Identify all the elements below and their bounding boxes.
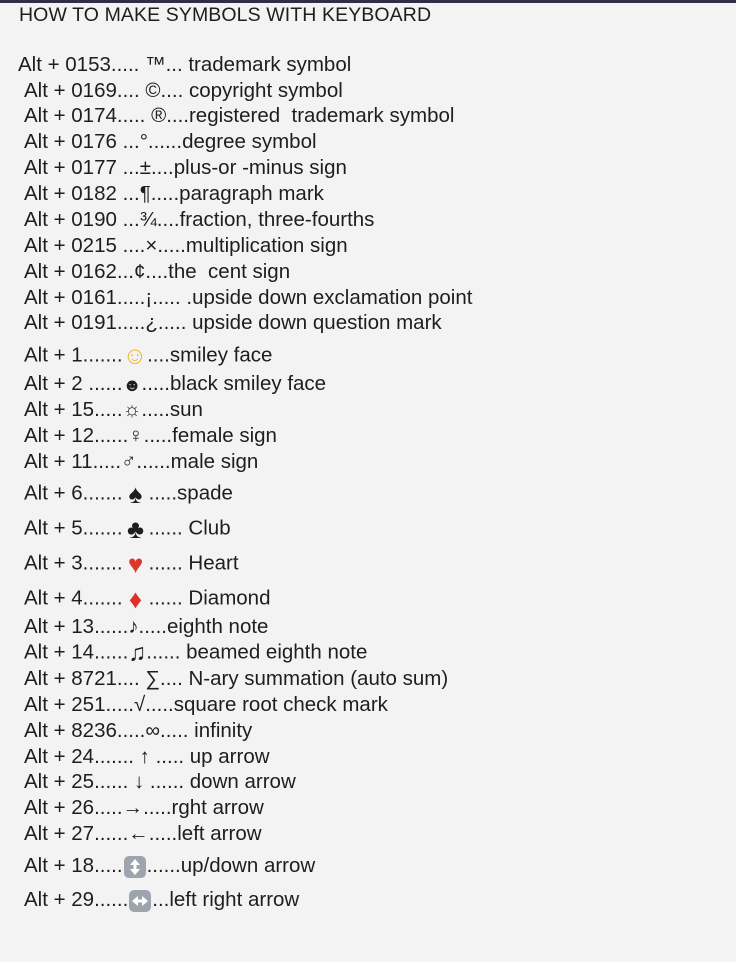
list-item-male (24, 450, 258, 474)
alt-code: Alt + 3....... (24, 551, 123, 575)
symbol-description: ....the cent sign (145, 260, 291, 283)
right-arrow-icon: → (122, 796, 144, 820)
alt-code: Alt + 0169.... (24, 79, 146, 102)
list-item-degree (24, 130, 317, 154)
symbol-description: .....sun (141, 398, 203, 421)
list-item-beamed-note (24, 641, 367, 666)
list-item-square-root (24, 693, 388, 717)
infinity-symbol: ∞ (145, 719, 160, 743)
alt-code: Alt + 1....... (24, 343, 123, 367)
alt-code: Alt + 24....... (24, 745, 140, 768)
list-item-smiley (24, 344, 272, 369)
symbol-description: ...... Club (148, 516, 231, 540)
female-sign-icon: ♀ (128, 424, 144, 448)
list-item-copyright (24, 79, 343, 103)
symbol-description: ...... Heart (148, 551, 239, 575)
alt-code: Alt + 0177 ... (24, 156, 140, 179)
list-item-left-right-arrow (24, 888, 299, 912)
symbol-description: .....multiplication sign (157, 234, 348, 257)
symbol-description: .... copyright symbol (160, 79, 343, 102)
symbol-description: ......up/down arrow (146, 854, 316, 877)
registered-symbol: ® (151, 104, 167, 128)
list-item-right-arrow (24, 796, 264, 820)
list-item-female (24, 424, 277, 448)
alt-code: Alt + 0182 ... (24, 182, 140, 205)
inverted-exclamation-symbol: ¡ (145, 286, 153, 310)
alt-code: Alt + 0215 .... (24, 234, 146, 257)
symbol-description: ....plus-or -minus sign (150, 156, 347, 179)
symbol-description: ..... up arrow (149, 745, 270, 768)
male-sign-icon: ♂ (121, 450, 137, 474)
symbol-description: ...... down arrow (144, 770, 296, 793)
up-arrow-icon: ↑ (139, 745, 150, 769)
alt-code: Alt + 26..... (24, 796, 123, 819)
symbol-description: ......degree symbol (147, 130, 317, 153)
alt-code: Alt + 8236..... (24, 719, 146, 742)
symbol-description: ....smiley face (147, 343, 273, 367)
alt-code: Alt + 4....... (24, 586, 123, 610)
square-root-symbol: √ (133, 693, 146, 717)
heart-icon: ♥ (127, 549, 144, 579)
cent-symbol: ¢ (133, 260, 146, 284)
three-fourths-symbol: ¾ (139, 208, 157, 232)
symbol-description: ... trademark symbol (165, 53, 352, 76)
beamed-note-icon: ♫ (128, 639, 147, 667)
symbol-description: ..... upside down question mark (157, 311, 442, 334)
copyright-symbol: © (145, 79, 161, 103)
symbol-description: .....spade (148, 481, 233, 505)
symbol-description: ......male sign (136, 450, 259, 473)
symbol-description: ..... infinity (160, 719, 253, 742)
list-item-multiplication (24, 234, 348, 258)
list-item-up-arrow (24, 745, 270, 769)
down-arrow-icon: ↓ (133, 770, 145, 794)
plus-minus-symbol: ± (139, 156, 151, 180)
trademark-symbol: ™ (145, 53, 166, 77)
alt-code: Alt + 14...... (24, 640, 129, 664)
list-item-club (24, 516, 231, 542)
list-item-heart (24, 551, 239, 577)
symbol-description: ..... .upside down exclamation point (152, 286, 473, 309)
alt-code: Alt + 15..... (24, 398, 123, 421)
alt-code: Alt + 0190 ... (24, 208, 140, 231)
list-item-up-down-arrow (24, 854, 315, 878)
list-item-infinity (24, 719, 252, 743)
alt-code: Alt + 13...... (24, 615, 129, 638)
alt-code: Alt + 0161..... (24, 286, 146, 309)
sun-icon: ☼ (122, 398, 142, 422)
alt-code: Alt + 27...... (24, 822, 129, 845)
alt-code: Alt + 29...... (24, 888, 129, 911)
list-item-diamond (24, 586, 270, 612)
symbol-description: ...left right arrow (152, 888, 300, 911)
alt-code: Alt + 25...... (24, 770, 134, 793)
black-smiley-icon: ☻ (122, 374, 142, 395)
list-item-trademark (18, 53, 351, 77)
alt-code: Alt + 251..... (24, 693, 134, 716)
list-item-left-arrow (24, 822, 262, 846)
inverted-question-symbol: ¿ (145, 311, 158, 335)
degree-symbol: ° (139, 130, 148, 154)
left-right-arrow-icon (129, 890, 151, 912)
list-item-summation (24, 667, 448, 691)
symbol-description: ....fraction, three-fourths (156, 208, 375, 231)
symbol-description: ...... beamed eighth note (146, 640, 368, 664)
list-item-registered (24, 104, 454, 128)
list-item-black-smiley (24, 372, 326, 396)
smiley-face-icon: ☺ (122, 342, 148, 370)
alt-code: Alt + 6....... (24, 481, 123, 505)
alt-code: Alt + 8721.... (24, 667, 146, 690)
club-icon: ♣ (127, 514, 145, 544)
page-title: HOW TO MAKE SYMBOLS WITH KEYBOARD (19, 4, 432, 26)
symbol-description: .....eighth note (138, 615, 269, 638)
symbol-description: .....rght arrow (143, 796, 264, 819)
eighth-note-icon: ♪ (128, 615, 139, 639)
alt-code: Alt + 2 ...... (24, 372, 123, 395)
list-item-down-arrow (24, 770, 296, 794)
multiplication-symbol: × (145, 234, 158, 258)
list-item-spade (24, 481, 233, 507)
spade-icon: ♠ (128, 479, 143, 509)
symbol-description: .....left arrow (148, 822, 262, 845)
up-down-arrow-glyph (124, 856, 146, 878)
list-item-paragraph (24, 182, 324, 206)
list-item-eighth-note (24, 615, 268, 639)
symbol-description: ...... Diamond (148, 586, 271, 610)
symbol-description: .....square root check mark (145, 693, 388, 716)
list-item-three-fourths (24, 208, 374, 232)
alt-code: Alt + 18..... (24, 854, 123, 877)
symbol-description: .....female sign (143, 424, 277, 447)
alt-code: Alt + 0174..... (24, 104, 152, 127)
alt-code: Alt + 0153..... (18, 53, 146, 76)
left-arrow-icon: ← (128, 822, 149, 846)
alt-code: Alt + 11..... (24, 450, 122, 473)
list-item-plus-minus (24, 156, 347, 180)
left-right-arrow-glyph (129, 890, 151, 912)
list-item-cent (24, 260, 290, 284)
list-item-inverted-question (24, 311, 442, 335)
diamond-icon: ♦ (128, 584, 143, 614)
summation-symbol: ∑ (145, 667, 160, 691)
alt-code: Alt + 5....... (24, 516, 123, 540)
alt-code: Alt + 0162... (24, 260, 134, 283)
paragraph-symbol: ¶ (139, 182, 151, 206)
list-item-inverted-exclamation (24, 286, 472, 310)
alt-code: Alt + 0176 ... (24, 130, 140, 153)
symbol-description: .....paragraph mark (150, 182, 324, 205)
alt-code: Alt + 0191..... (24, 311, 146, 334)
up-down-arrow-icon (124, 856, 146, 878)
symbol-description: ....registered trademark symbol (166, 104, 455, 127)
symbol-description: .....black smiley face (141, 372, 327, 395)
alt-code: Alt + 12...... (24, 424, 129, 447)
symbol-description: .... N-ary summation (auto sum) (160, 667, 449, 690)
list-item-sun (24, 398, 203, 422)
